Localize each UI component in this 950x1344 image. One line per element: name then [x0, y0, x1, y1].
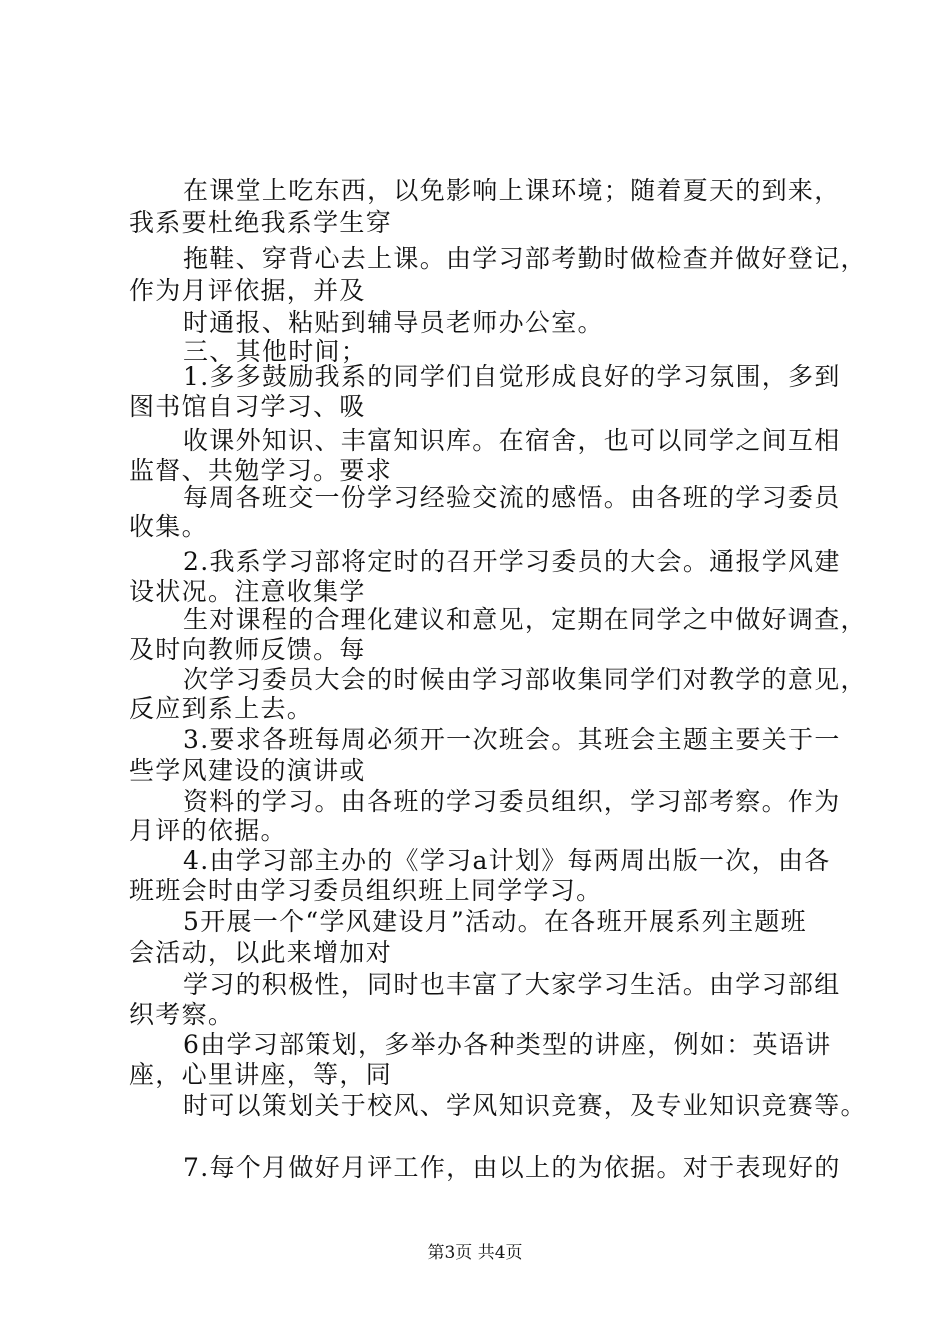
text-line: 4.由学习部主办的《学习a计划》每两周出版一次，由各: [183, 846, 831, 875]
text-line: 座，心里讲座，等，同: [129, 1060, 393, 1089]
text-line: 收课外知识、丰富知识库。在宿舍，也可以同学之间互相: [183, 426, 841, 455]
text-line: 资料的学习。由各班的学习委员组织，学习部考察。作为: [183, 787, 841, 816]
page-footer: 第3页 共4页: [427, 1243, 523, 1263]
text-line: 监督、共勉学习。要求: [129, 456, 393, 485]
text-line: 生对课程的合理化建议和意见，定期在同学之中做好调查，: [183, 605, 867, 634]
text-line: 会活动，以此来增加对: [129, 938, 393, 967]
text-line: 作为月评依据，并及: [129, 276, 366, 305]
text-line: 图书馆自习学习、吸: [129, 392, 366, 421]
text-line: 学习的积极性，同时也丰富了大家学习生活。由学习部组: [183, 970, 841, 999]
section-heading: 三、其他时间；: [183, 337, 368, 366]
text-line: 班班会时由学习委员组织班上同学学习。: [129, 876, 603, 905]
text-line: 反应到系上去。: [129, 694, 314, 723]
text-line: 收集。: [129, 512, 208, 541]
text-line: 我系要杜绝我系学生穿: [129, 208, 393, 237]
text-line: 设状况。注意收集学: [129, 577, 366, 606]
text-line: 每周各班交一份学习经验交流的感悟。由各班的学习委员: [183, 483, 841, 512]
text-line: 织考察。: [129, 1000, 235, 1029]
text-line: 些学风建设的演讲或: [129, 756, 366, 785]
text-line: 1.多多鼓励我系的同学们自觉形成良好的学习氛围，多到: [183, 362, 841, 391]
text-line: 月评的依据。: [129, 816, 287, 845]
text-line: 次学习委员大会的时候由学习部收集同学们对教学的意见，: [183, 665, 867, 694]
text-line: 3.要求各班每周必须开一次班会。其班会主题主要关于一: [183, 725, 841, 754]
text-line: 7.每个月做好月评工作，由以上的为依据。对于表现好的: [183, 1153, 841, 1182]
text-line: 在课堂上吃东西，以免影响上课环境；随着夏天的到来，: [183, 176, 841, 205]
text-line: 时通报、粘贴到辅导员老师办公室。: [183, 308, 604, 337]
text-line: 拖鞋、穿背心去上课。由学习部考勤时做检查并做好登记，: [183, 244, 867, 273]
text-line: 5开展一个“学风建设月”活动。在各班开展系列主题班: [183, 907, 807, 936]
text-line: 及时向教师反馈。每: [129, 635, 366, 664]
text-line: 时可以策划关于校风、学风知识竞赛，及专业知识竞赛等。: [183, 1091, 867, 1120]
text-line: 2.我系学习部将定时的召开学习委员的大会。通报学风建: [183, 547, 841, 576]
text-line: 6由学习部策划，多举办各种类型的讲座，例如：英语讲: [183, 1030, 832, 1059]
